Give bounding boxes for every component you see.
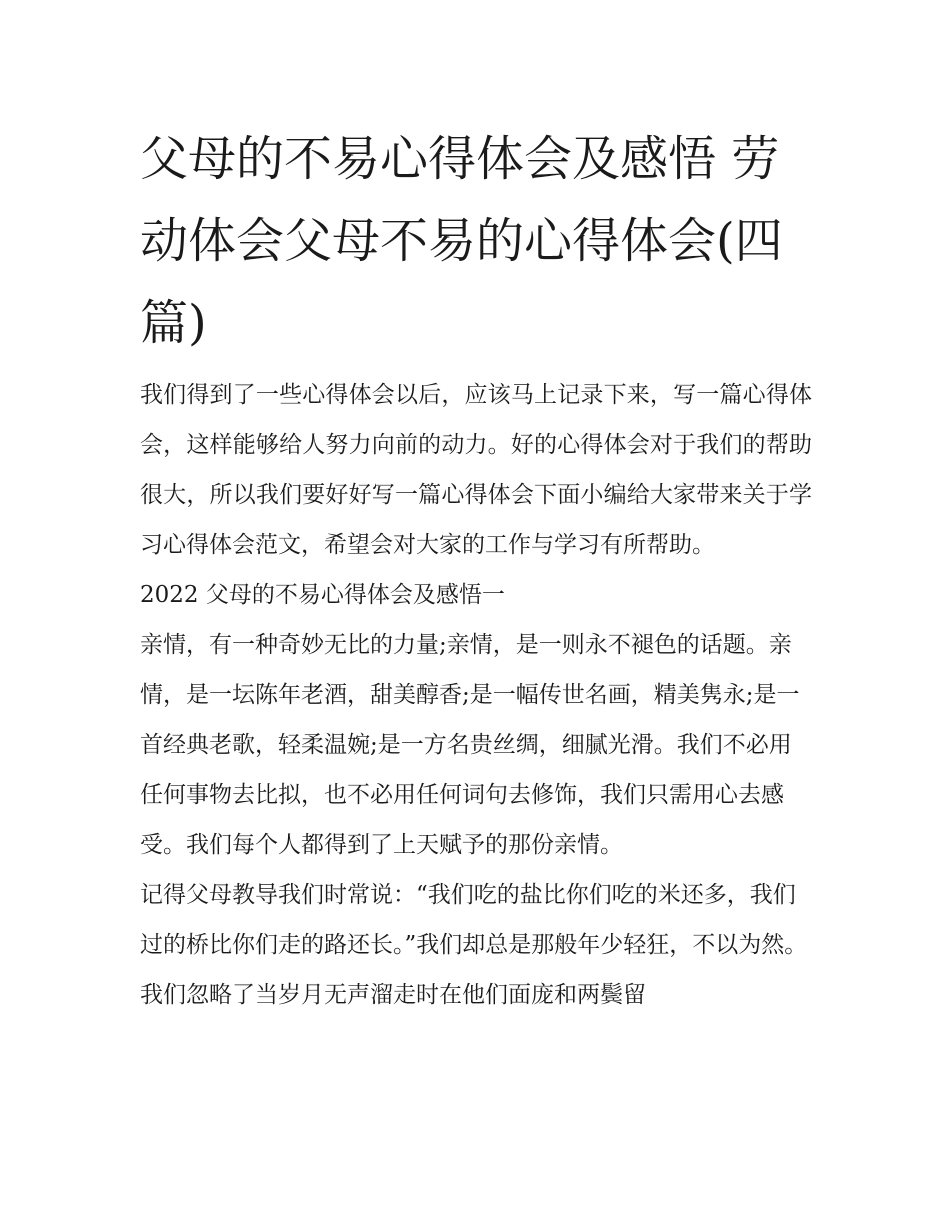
intro-paragraph: 我们得到了一些心得体会以后，应该马上记录下来，写一篇心得体会，这样能够给人努力向前的动力。好的心得体会对于我们的帮助很大，所以我们要好好写一篇心得体会下面小编给大家带来关于学习心得体会范文，希望会对大家的工作与学习有所帮助。	[140, 382, 812, 558]
document-page	[140, 118, 812, 1020]
section-heading: 2022 父母的不易心得体会及感悟一	[140, 582, 505, 608]
body-paragraph-1: 亲情，有一种奇妙无比的力量;亲情，是一则永不褪色的话题。亲情，是一坛陈年老酒，甜美醇香;是一幅传世名画，精美隽永;是一首经典老歌，轻柔温婉;是一方名贵丝绸，细腻光滑。我们不必用任何事物去比拟，也不必用任何词句去修饰，我们只需用心去感受。我们每个人都得到了上天赋予的那份亲情。	[140, 632, 800, 858]
document-title: 父母的不易心得体会及感悟 劳动体会父母不易的心得体会(四篇)	[140, 131, 783, 351]
body-paragraph-2: 记得父母教导我们时常说：“我们吃的盐比你们吃的米还多，我们过的桥比你们走的路还长。”我们却总是那般年少轻狂，不以为然。我们忽略了当岁月无声溜走时在他们面庞和两鬓留	[140, 882, 808, 1008]
